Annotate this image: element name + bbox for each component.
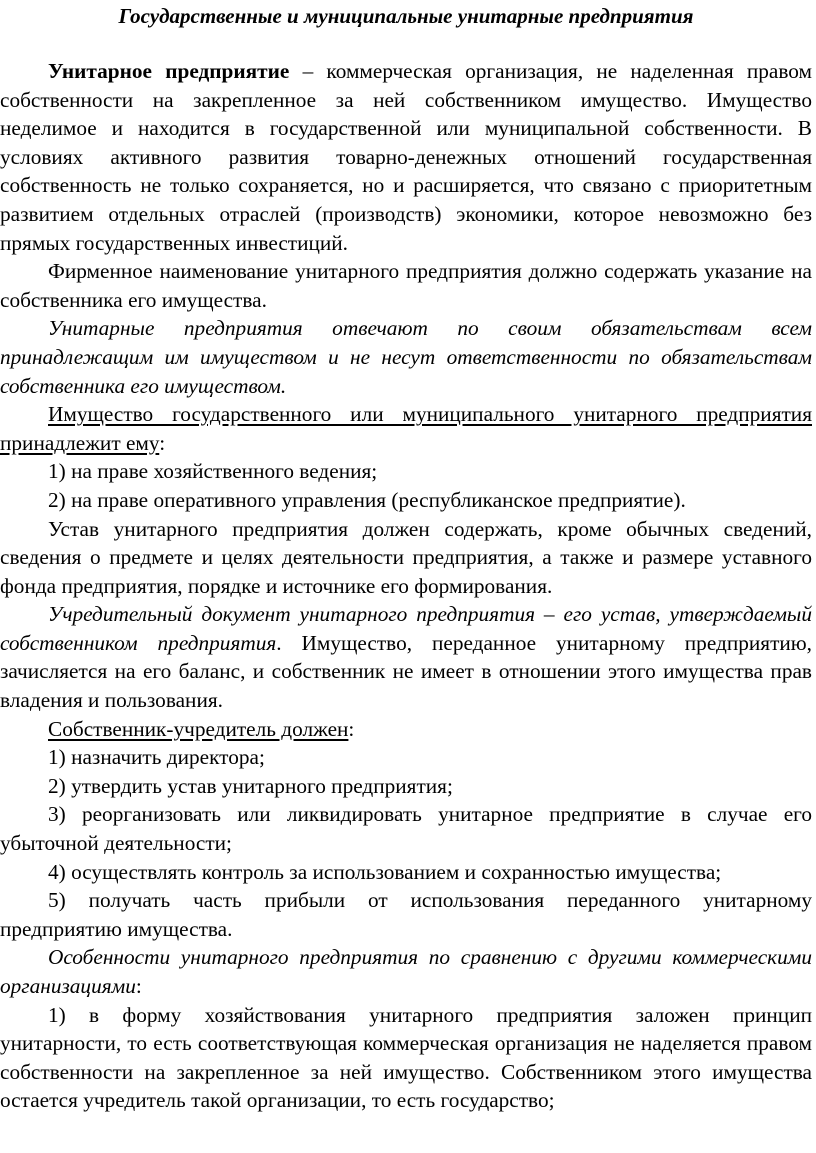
list-item: 1) в форму хозяйствования унитарного предприятия заложен принцип унитарности, то есть соответствующая коммерческая организация не наделяется правом собственности на закрепленное за ней имущество. Собственником этого имущества остается учредитель такой организации, то есть государство; [0,1002,812,1113]
founding-doc-text: . Имущество, переданное унитарному предприятию, зачисляется на его баланс, и собственник не имеет в отношении этого имущества прав владения и пользования. [0,630,813,713]
definition-term: Унитарное предприятие [48,59,290,83]
owner-heading-paragraph [0,715,812,744]
owner-heading-colon: : [348,716,355,741]
list-item: 4) осуществлять контроль за использованием и сохранностью имущества; [48,859,722,884]
list-item: 5) получать часть прибыли от использования переданного унитарному предприятию имущества. [0,888,812,941]
charter-paragraph: Устав унитарного предприятия должен содержать, кроме обычных сведений, сведения о предмете и целях деятельности предприятия, а также и размере уставного фонда предприятия, порядке и источнике его формирования. [0,516,812,598]
list-item: 3) реорганизовать или ликвидировать унитарное предприятие в случае его убыточной деятельности; [0,802,812,856]
definition-text: – коммерческая организация, не наделенная правом собственности на закрепленное за ней собственником имущество. Имущество неделимое и находится в государственной или муниципальной собственности. В условиях активного развития товарно-денежных отношений государственная собственность не только сохраняется, но и расширяется, что связано с приоритетным развитием отдельных отраслей (производств) экономики, которое невозможно без прямых государственных инвестиций. [0,59,812,255]
founding-doc-italic: Учредительный документ унитарного предприятия – его устав, утверждаемый собственником предприятия [0,602,812,655]
features-heading-paragraph [0,943,812,1000]
features-heading: Особенности унитарного предприятия по сравнению с другими коммерческими организациями [0,945,812,998]
owner-heading: Собственник-учредитель должен [48,716,349,741]
list-item: 1) назначить директора; [48,745,265,770]
firm-name-paragraph: Фирменное наименование унитарного предприятия должно содержать указание на собственника его имущества. [0,259,812,312]
founding-doc-paragraph [0,600,812,714]
liability-text: Унитарные предприятия отвечают по своим обязательствам всем принадлежащим им имуществом и не несут ответственности по обязательствам собственника его имуществом. [0,316,812,398]
list-item: 2) на праве оперативного управления (республиканское предприятие). [48,487,686,512]
document-title: Государственные и муниципальные унитарные предприятия [118,4,694,28]
features-heading-colon: : [135,974,142,998]
liability-paragraph [0,314,812,400]
property-heading-paragraph [0,400,812,457]
definition-paragraph [0,57,812,257]
property-heading-colon: : [159,430,166,455]
list-item: 1) на праве хозяйственного ведения; [48,459,378,484]
list-item: 2) утвердить устав унитарного предприятия; [48,773,453,798]
property-heading: Имущество государственного или муниципального унитарного предприятия принадлежит ему [0,402,812,455]
